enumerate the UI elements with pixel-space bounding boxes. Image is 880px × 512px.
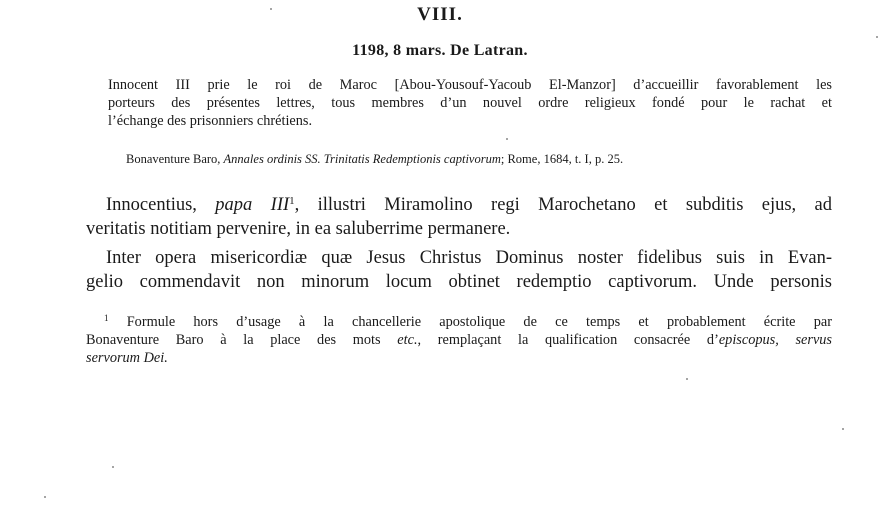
document-summary [88,76,832,130]
citation-author: Bonaventure Baro, [126,152,224,166]
scan-speck [842,428,844,430]
scan-speck [112,466,114,468]
footnote-text-3: servorum Dei. [86,350,168,366]
document-number: VIII. [417,4,463,25]
scan-speck [506,138,508,140]
footnote-line-1 [86,313,832,331]
footnote-text-1: Formule hors d’usage à la chancellerie apostolique de ce temps et probablement écrite par [108,314,832,330]
letter-paragraph-2 [86,246,832,294]
scan-speck [44,496,46,498]
letter-paragraph-1 [86,193,832,241]
summary-line-3: l’échange des prisonniers chrétiens. [108,113,313,129]
source-citation [126,151,846,167]
summary-line-2: porteurs des présentes lettres, tous membres d’un nouvel ordre religieux fondé pour le rachat et [108,95,832,111]
footnote-text-2d: episcopus, servus [718,332,832,348]
paragraph-2-line-2: gelio commendavit non minorum locum obtinet redemptio captivorum. Unde personis [86,272,832,292]
footnote-text-2b: etc. [397,332,418,348]
summary-line-1: Innocent III prie le roi de Maroc [Abou-Yousouf-Yacoub El-Manzor] d’accueillir favorablement les [108,77,832,93]
paragraph-2-line-1: Inter opera misericordiæ quæ Jesus Christus Dominus noster fidelibus suis in Evan- [106,248,832,268]
footnote-line-2 [86,331,832,349]
document-date-place: 1198, 8 mars. De Latran. [352,42,528,59]
footnote-marker: 1 [104,313,109,323]
paragraph-1-line-2: veritatis notitiam pervenire, in ea saluberrime permanere. [86,219,511,239]
address-text: , illustri Miramolino regi Marochetano et subditis ejus, ad [294,195,832,215]
citation-details: ; Rome, 1684, t. I, p. 25. [500,152,624,166]
sender-title: papa III [215,195,290,215]
footnote-reference: 1 [289,195,295,207]
footnote-text-2c: , remplaçant la qualification consacrée d’ [417,332,719,348]
sender-name: Innocentius, [106,195,216,215]
scan-speck [270,8,272,10]
footnote [86,313,832,367]
scan-speck [876,36,878,38]
scan-speck [686,378,688,380]
paragraph-1-line-1 [86,193,832,217]
citation-title: Annales ordinis SS. Trinitatis Redemptionis captivorum [223,152,501,166]
footnote-line-3 [86,349,832,367]
footnote-text-2a: Bonaventure Baro à la place des mots [86,332,398,348]
